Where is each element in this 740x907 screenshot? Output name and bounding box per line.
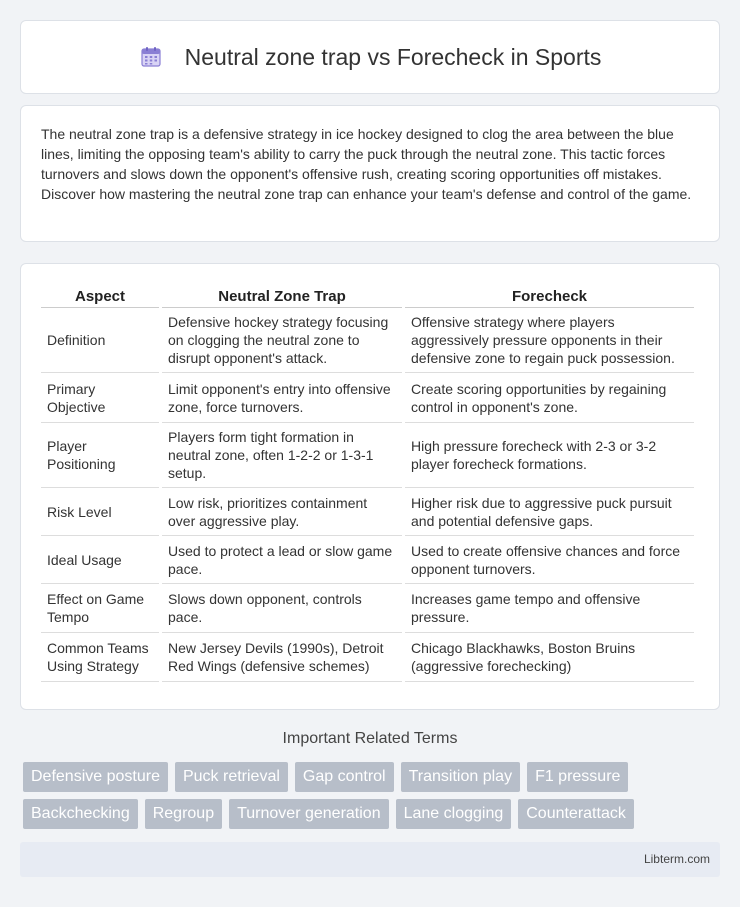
tag-transition-play[interactable]: Transition play: [401, 762, 520, 792]
column-header-neutral-zone-trap: Neutral Zone Trap: [162, 284, 402, 308]
table-cell: Defensive hockey strategy focusing on clogging the neutral zone to disrupt opponent's attack.: [162, 308, 402, 373]
table-header-row: [41, 284, 694, 308]
table-cell: Players form tight formation in neutral zone, often 1-2-2 or 1-3-1 setup.: [162, 423, 402, 488]
related-terms-title: Important Related Terms: [282, 730, 458, 747]
table-cell: Player Positioning: [41, 423, 159, 488]
table-cell: Risk Level: [41, 488, 159, 536]
page-title: Neutral zone trap vs Forecheck in Sports: [184, 43, 602, 70]
table-cell: Offensive strategy where players aggressively pressure opponents in their defensive zone to regain puck possession.: [405, 308, 694, 373]
related-terms-list: [23, 762, 723, 836]
comparison-card: [20, 263, 720, 710]
header-card: [20, 20, 720, 94]
tag-defensive-posture[interactable]: Defensive posture: [23, 762, 168, 792]
table-cell: Primary Objective: [41, 373, 159, 423]
table-cell: Higher risk due to aggressive puck pursuit and potential defensive gaps.: [405, 488, 694, 536]
tag-turnover-generation[interactable]: Turnover generation: [229, 799, 389, 829]
tag-gap-control[interactable]: Gap control: [295, 762, 394, 792]
table-cell: Low risk, prioritizes containment over aggressive play.: [162, 488, 402, 536]
table-cell: New Jersey Devils (1990s), Detroit Red Wings (defensive schemes): [162, 633, 402, 682]
table-cell: Create scoring opportunities by regaining control in opponent's zone.: [405, 373, 694, 423]
tag-puck-retrieval[interactable]: Puck retrieval: [175, 762, 288, 792]
table-cell: Increases game tempo and offensive pressure.: [405, 584, 694, 633]
table-cell: Common Teams Using Strategy: [41, 633, 159, 682]
calendar-icon: [139, 45, 163, 69]
table-cell: Slows down opponent, controls pace.: [162, 584, 402, 633]
tag-f1-pressure[interactable]: F1 pressure: [527, 762, 628, 792]
table-cell: Chicago Blackhawks, Boston Bruins (aggressive forechecking): [405, 633, 694, 682]
tag-lane-clogging[interactable]: Lane clogging: [396, 799, 512, 829]
intro-text: The neutral zone trap is a defensive strategy in ice hockey designed to clog the area between the blue lines, limiting the opposing team's ability to carry the puck through the neutral zone. This tactic forces turnovers and slows down the opponent's offensive rush, creating scoring opportunities off mistakes. Discover how mastering the neutral zone trap can enhance your team's defense and control of the game.: [41, 126, 692, 202]
table-cell: Used to create offensive chances and force opponent turnovers.: [405, 536, 694, 584]
table-row: [41, 423, 694, 488]
table-cell: Definition: [41, 308, 159, 373]
intro-card: [20, 105, 720, 242]
footer: [20, 842, 720, 877]
tag-regroup[interactable]: Regroup: [145, 799, 222, 829]
table-cell: Effect on Game Tempo: [41, 584, 159, 633]
table-row: [41, 308, 694, 373]
tag-backchecking[interactable]: Backchecking: [23, 799, 138, 829]
comparison-table: [38, 284, 697, 682]
table-row: [41, 373, 694, 423]
column-header-aspect: Aspect: [41, 284, 159, 308]
table-cell: High pressure forecheck with 2-3 or 3-2 player forecheck formations.: [405, 423, 694, 488]
table-row: [41, 488, 694, 536]
table-cell: Limit opponent's entry into offensive zone, force turnovers.: [162, 373, 402, 423]
footer-site-link[interactable]: Libterm.com: [643, 852, 710, 866]
column-header-forecheck: Forecheck: [405, 284, 694, 308]
table-cell: Ideal Usage: [41, 536, 159, 584]
table-cell: Used to protect a lead or slow game pace.: [162, 536, 402, 584]
table-row: [41, 633, 694, 682]
table-row: [41, 584, 694, 633]
tag-counterattack[interactable]: Counterattack: [518, 799, 634, 829]
table-row: [41, 536, 694, 584]
